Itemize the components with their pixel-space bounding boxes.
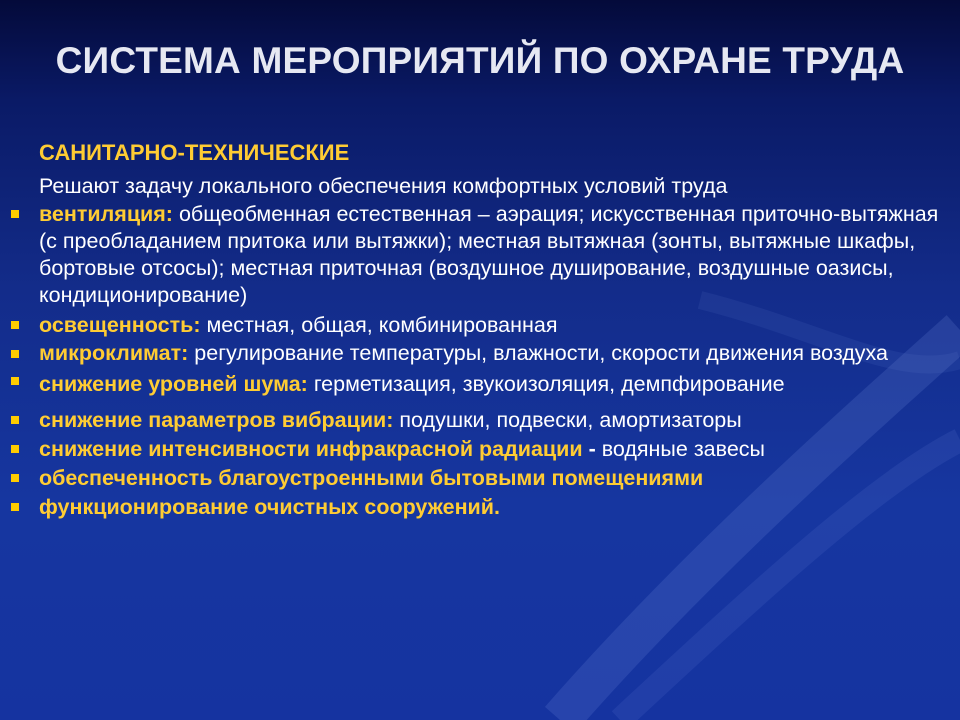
list-item-noise xyxy=(39,368,949,401)
item-text: герметизация, звукоизоляция, демпфирование xyxy=(307,372,785,396)
item-keyword: снижение уровней шума: xyxy=(39,372,308,396)
bullet-icon xyxy=(11,474,19,482)
list-item-ventilation xyxy=(39,201,949,309)
item-text: местная, общая, комбинированная xyxy=(200,313,558,337)
list-item-facilities xyxy=(39,465,949,491)
section-intro: Решают задачу локального обеспечения комфортных условий труда xyxy=(39,174,728,198)
list-item-lighting xyxy=(39,312,949,338)
item-keyword: снижение интенсивности инфракрасной радиации xyxy=(39,437,583,461)
bullet-icon xyxy=(11,210,19,218)
item-keyword: снижение параметров вибрации: xyxy=(39,408,394,432)
list-item-treatment xyxy=(39,494,949,520)
slide-content xyxy=(39,140,949,523)
item-keyword: освещенность: xyxy=(39,313,201,337)
bullet-icon xyxy=(11,416,19,424)
bullet-icon xyxy=(11,321,19,329)
item-text: водяные завесы xyxy=(595,437,765,461)
bullet-icon xyxy=(11,503,19,511)
item-text: регулирование температуры, влажности, скорости движения воздуха xyxy=(188,341,889,365)
item-keyword: функционирование очистных сооружений. xyxy=(39,495,500,519)
item-text: подушки, подвески, амортизаторы xyxy=(393,408,742,432)
bullet-icon xyxy=(11,377,19,385)
item-keyword: обеспеченность благоустроенными бытовыми помещениями xyxy=(39,466,704,490)
list-item-infrared xyxy=(39,436,949,462)
item-text: общеобменная естественная – аэрация; искусственная приточно-вытяжная (с преобладанием притока или вытяжки); местная вытяжная (зонты, вытяжные шкафы, бортовые отсосы); местная приточная (воздушное душирование, воздушные оазисы, кондиционирование) xyxy=(39,202,939,307)
slide-title: СИСТЕМА МЕРОПРИЯТИЙ ПО ОХРАНЕ ТРУДА xyxy=(55,40,905,81)
bullet-icon xyxy=(11,445,19,453)
item-dash: - xyxy=(582,437,596,461)
item-keyword: микроклимат: xyxy=(39,341,189,365)
list-item-vibration xyxy=(39,407,949,433)
list-item-microclimate xyxy=(39,341,949,365)
item-keyword: вентиляция: xyxy=(39,202,173,226)
bullet-icon xyxy=(11,350,19,358)
section-heading: САНИТАРНО-ТЕХНИЧЕСКИЕ xyxy=(39,140,350,165)
